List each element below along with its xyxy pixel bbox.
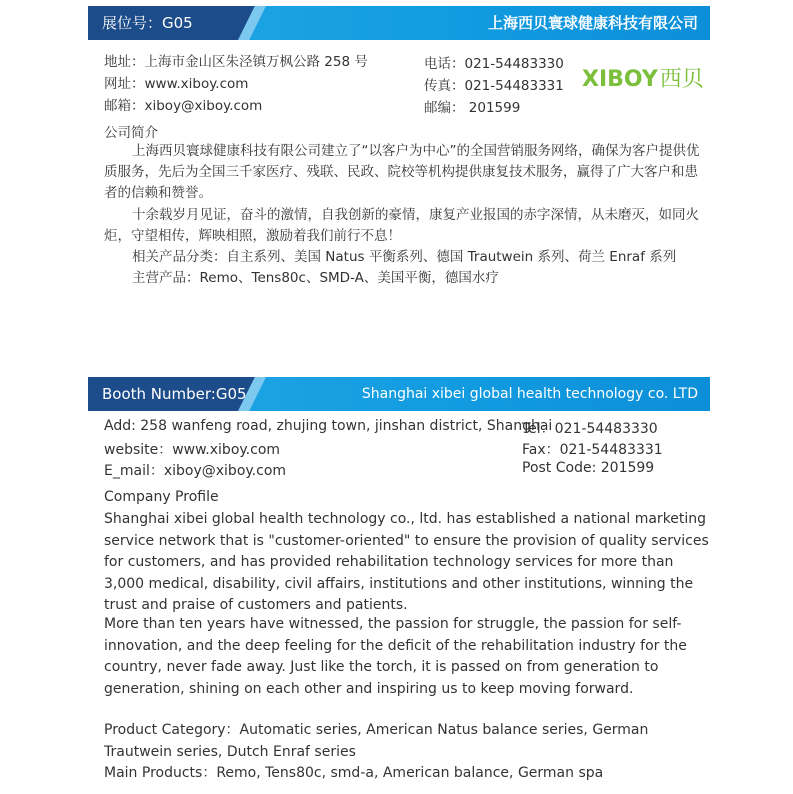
cn-profile-title: 公司简介	[104, 125, 158, 141]
en-tel: Tel：021-54483330	[522, 421, 658, 437]
cn-paragraph-1: 上海西贝寰球健康科技有限公司建立了“以客户为中心”的全国营销服务网络，确保为客户提供优质服务，先后为全国三千家医疗、残联、民政、院校等机构提供康复技术服务，赢得了广大客户和患者的信赖和赞誉。	[104, 143, 700, 201]
en-paragraph-1: Shanghai xibei global health technology co., ltd. has established a national marketing service network that is "customer-oriented" to ensure the provision of quality services for customers, and has provided rehabilitation technology services for more than 3,000 medical, disability, civil affairs, institutions and other institutions, winning the trust and praise of customers and patients.	[104, 511, 709, 613]
cn-postcode: 邮编： 201599	[424, 100, 521, 116]
en-website: website：www.xiboy.com	[104, 442, 281, 458]
en-product-category: Product Category：Automatic series, American Natus balance series, German Trautwein series, Dutch Enraf series	[104, 722, 649, 760]
en-fax: Fax：021-54483331	[522, 442, 663, 458]
cn-section	[88, 6, 710, 40]
logo-cn-mark: 西贝	[659, 67, 704, 92]
en-booth-label: Booth Number:G05	[102, 385, 247, 403]
en-email: E_mail：xiboy@xiboy.com	[104, 463, 287, 479]
logo-wordmark: XIBOY	[582, 67, 658, 92]
en-contact-block	[104, 418, 724, 484]
en-address: Add: 258 wanfeng road, zhujing town, jinshan district, Shanghai	[104, 418, 553, 434]
en-banner	[88, 377, 710, 411]
cn-website: 网址：www.xiboy.com	[104, 76, 249, 92]
xiboy-logo	[582, 62, 704, 93]
cn-tel: 电话：021-54483330	[424, 56, 564, 72]
en-postcode: Post Code: 201599	[522, 460, 655, 476]
en-section	[88, 377, 710, 411]
cn-fax: 传真：021-54483331	[424, 78, 564, 94]
cn-address: 地址：上海市金山区朱泾镇万枫公路 258 号	[104, 54, 368, 70]
cn-email: 邮箱：xiboy@xiboy.com	[104, 98, 263, 114]
en-paragraph-2: More than ten years have witnessed, the passion for struggle, the passion for self-innovation, and the deep feeling for the deficit of the rehabilitation industry for the country, never fade away. Just like the torch, it is passed on from generation to generation, shining on each other and inspiring us to keep moving forward.	[104, 616, 687, 697]
cn-paragraph-2: 十余载岁月见证，奋斗的激情，自我创新的豪情，康复产业报国的赤字深情，从未磨灭，如同火炬，守望相传，辉映相照，激励着我们前行不息！	[104, 207, 699, 244]
cn-booth-label: 展位号：G05	[102, 14, 193, 32]
cn-product-category: 相关产品分类：自主系列、美国 Natus 平衡系列、德国 Trautwein 系列、荷兰 Enraf 系列	[132, 249, 677, 265]
cn-company-name: 上海西贝寰球健康科技有限公司	[487, 14, 698, 32]
en-profile-title: Company Profile	[104, 489, 219, 505]
en-company-name: Shanghai xibei global health technology co. LTD	[361, 386, 698, 402]
cn-contact-block	[104, 50, 724, 120]
cn-banner	[88, 6, 710, 40]
en-main-products: Main Products：Remo, Tens80c, smd-a, American balance, German spa	[104, 765, 604, 781]
cn-main-products: 主营产品：Remo、Tens80c、SMD-A、美国平衡，德国水疗	[132, 270, 499, 286]
